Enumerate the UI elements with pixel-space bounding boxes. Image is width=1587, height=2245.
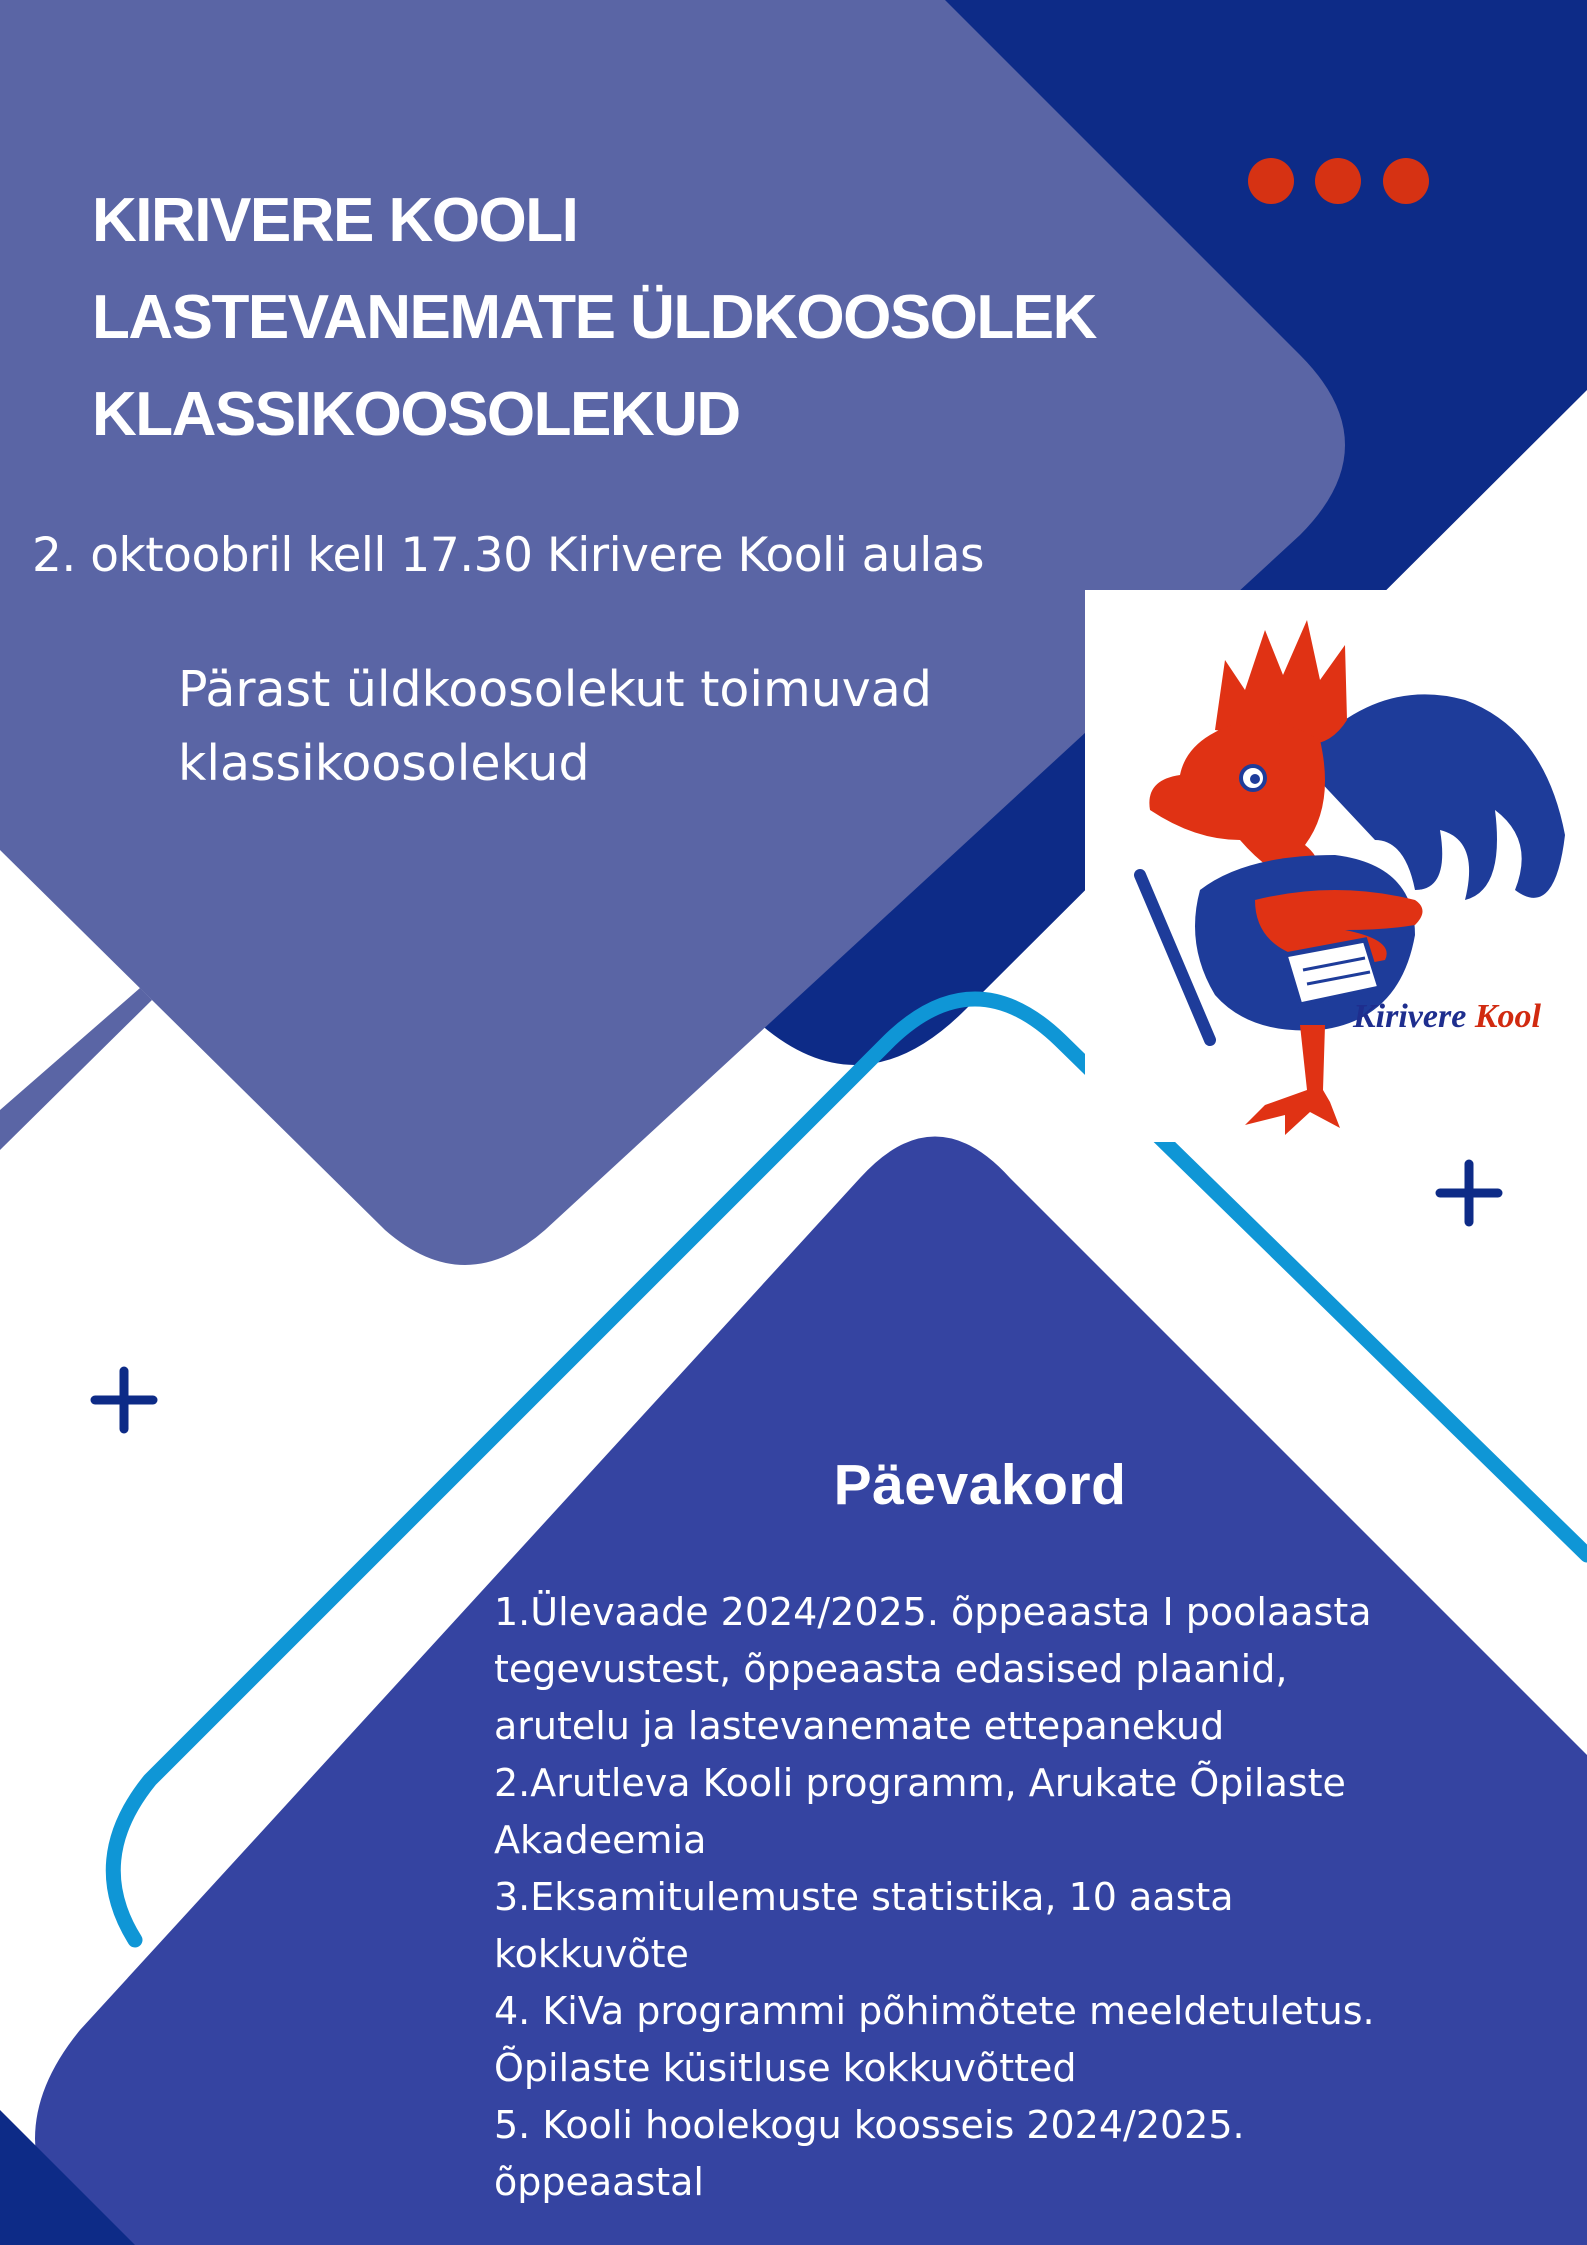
- red-dot-3: [1383, 158, 1429, 204]
- agenda-line: õppeaastal: [494, 2160, 704, 2204]
- logo-text-part-2: Kool: [1474, 998, 1541, 1035]
- agenda-list: [494, 1584, 1375, 2211]
- title-line-1: KIRIVERE KOOLI: [92, 186, 578, 255]
- agenda-line: 2.Arutleva Kooli programm, Arukate Õpilaste: [494, 1761, 1346, 1805]
- agenda-item-4: [494, 1983, 1375, 2097]
- agenda-line: Akadeemia: [494, 1818, 707, 1862]
- school-logo: [1085, 590, 1587, 1142]
- agenda-line: tegevustest, õppeaasta edasised plaanid,: [494, 1647, 1288, 1691]
- title-line-3: KLASSIKOOSOLEKUD: [92, 380, 740, 449]
- agenda-item-2: [494, 1755, 1375, 1869]
- logo-text: [1353, 998, 1541, 1036]
- agenda-line: kokkuvõte: [494, 1932, 689, 1976]
- plus-icon-left: [95, 1371, 153, 1429]
- red-dot-1: [1248, 158, 1294, 204]
- page-title: [92, 172, 1096, 463]
- rooster-logo-icon: [1085, 590, 1587, 1142]
- event-note: [178, 653, 932, 801]
- agenda-line: 3.Eksamitulemuste statistika, 10 aasta: [494, 1875, 1234, 1919]
- agenda-line: 5. Kooli hoolekogu koosseis 2024/2025.: [494, 2103, 1245, 2147]
- agenda-line: Õpilaste küsitluse kokkuvõtted: [494, 2046, 1077, 2090]
- agenda-line: 4. KiVa programmi põhimõtete meeldetuletus.: [494, 1989, 1375, 2033]
- note-line-2: klassikoosolekud: [178, 735, 590, 792]
- plus-icon-right: [1440, 1164, 1498, 1222]
- title-line-2: LASTEVANEMATE ÜLDKOOSOLEK: [92, 283, 1096, 352]
- red-dot-2: [1315, 158, 1361, 204]
- agenda-item-3: [494, 1869, 1375, 1983]
- event-dateline: 2. oktoobril kell 17.30 Kirivere Kooli aulas: [32, 528, 985, 583]
- agenda-item-1: [494, 1584, 1375, 1755]
- agenda-line: arutelu ja lastevanemate ettepanekud: [494, 1704, 1225, 1748]
- note-line-1: Pärast üldkoosolekut toimuvad: [178, 661, 932, 718]
- agenda-item-5: [494, 2097, 1375, 2211]
- left-diagonal-stripe: [0, 988, 152, 1150]
- agenda-title: Päevakord: [833, 1453, 1127, 1517]
- agenda-line: 1.Ülevaade 2024/2025. õppeaasta I poolaasta: [494, 1590, 1372, 1634]
- logo-text-part-1: Kirivere: [1353, 998, 1467, 1035]
